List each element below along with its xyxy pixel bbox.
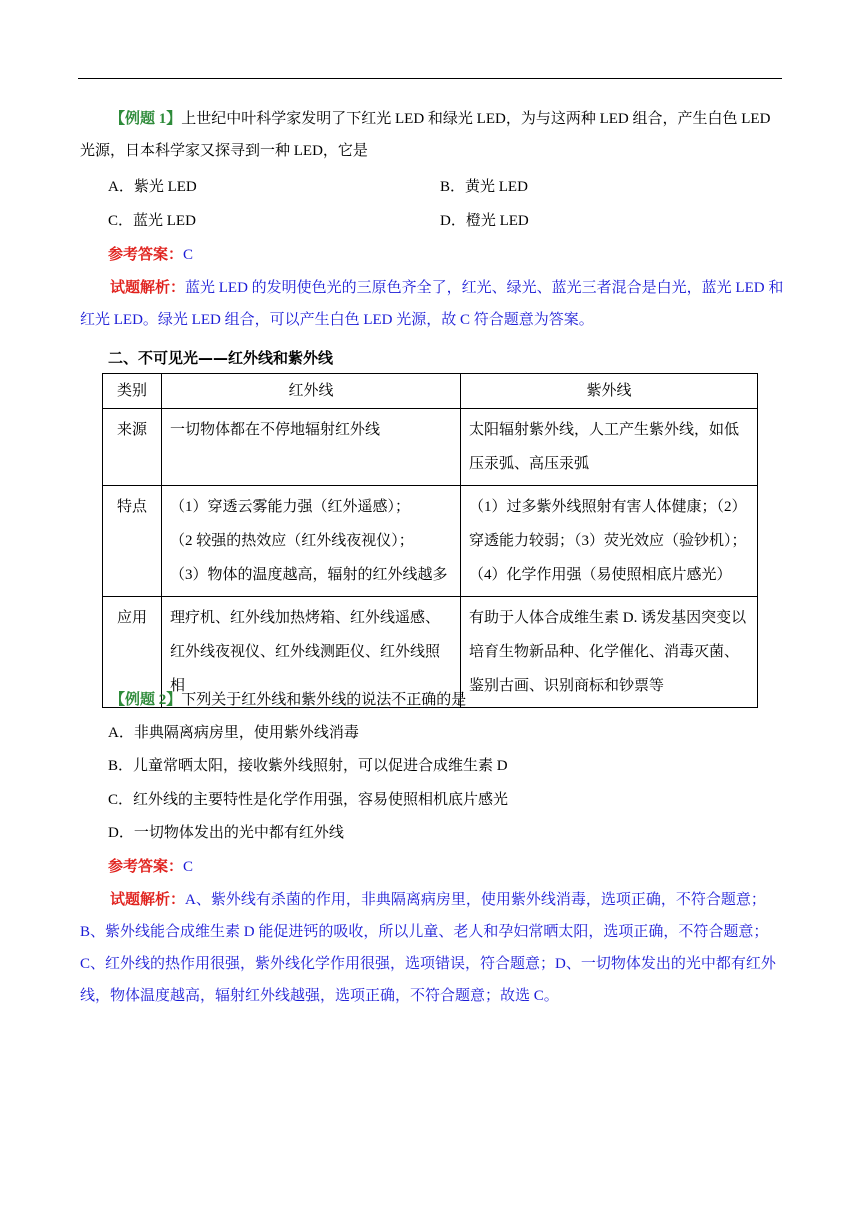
- example1-answer-label: 参考答案：: [108, 247, 184, 263]
- example1-answer-value: C: [183, 247, 194, 263]
- example2-answer: [108, 856, 193, 878]
- example1-option-d: D．橙光 LED: [440, 213, 529, 229]
- header-rule: [78, 78, 782, 79]
- ultraviolet-source-line: 太阳辐射紫外线，人工产生紫外线，如低压汞弧、高压汞弧: [469, 422, 740, 472]
- row-category: 来源: [103, 409, 162, 486]
- example2-answer-value: C: [183, 859, 194, 875]
- infrared-feature-line: （2 较强的热效应（红外线夜视仪）；: [170, 533, 414, 549]
- comparison-table: [102, 373, 758, 708]
- ultraviolet-feature-line: （1）过多紫外线照射有害人体健康；（2）穿透能力较弱；（3）荧光效应（验钞机）；: [469, 499, 747, 549]
- example1-option-c: C．蓝光 LED: [108, 213, 196, 229]
- table-header-row: [103, 374, 758, 409]
- example1-tag: 【例题 1】: [110, 111, 182, 127]
- example1-analysis-label: 试题解析：: [110, 280, 186, 296]
- infrared-feature-line: （1）穿透云雾能力强（红外遥感）；: [170, 499, 411, 515]
- example2-option-a: A．非典隔离病房里，使用紫外线消毒: [108, 725, 359, 741]
- infrared-source-line: 一切物体都在不停地辐射红外线: [170, 422, 381, 438]
- ultraviolet-feature-line: （4）化学作用强（易使照相底片感光）: [469, 567, 732, 583]
- example1-analysis-text: 蓝光 LED 的发明使色光的三原色齐全了，红光、绿光、蓝光三者混合是白光，蓝光 LED 和红光 LED。绿光 LED 组合，可以产生白色 LED 光源，故 C 符合题意为答案。: [80, 280, 784, 328]
- row-category: 特点: [103, 486, 162, 597]
- table-row-features: [103, 486, 758, 597]
- ultraviolet-source: [461, 409, 758, 486]
- example2-answer-label: 参考答案：: [108, 859, 184, 875]
- header-infrared: 红外线: [162, 374, 461, 409]
- example2-analysis: [80, 884, 784, 1012]
- section-heading: 二、不可见光——红外线和紫外线: [108, 349, 334, 367]
- infrared-features: [162, 486, 461, 597]
- infrared-feature-line: （3）物体的温度越高，辐射的红外线越多: [170, 567, 448, 583]
- example2-question: [80, 684, 784, 716]
- infrared-applications-text: 理疗机、红外线加热烤箱、红外线遥感、红外线夜视仪、红外线测距仪、红外线照相: [170, 610, 441, 694]
- header-ultraviolet: 紫外线: [461, 374, 758, 409]
- example2-analysis-label: 试题解析：: [110, 892, 186, 908]
- example1-analysis: [80, 272, 784, 336]
- row-category: 应用: [103, 597, 162, 708]
- header-category: 类别: [103, 374, 162, 409]
- example2-analysis-text: A、紫外线有杀菌的作用，非典隔离病房里，使用紫外线消毒，选项正确，不符合题意；B、紫外线能合成维生素 D 能促进钙的吸收，所以儿童、老人和孕妇常晒太阳，选项正确，不符合题意；C、红外线的热作用很强，紫外线化学作用很强，选项错误，符合题意；D、一切物体发出的光中都有红外线，物体温度越高，辐射红外线越强，选项正确，不符合题意；故选 C。: [80, 892, 776, 1004]
- example1-option-a: A．紫光 LED: [108, 179, 197, 195]
- example2-option-b: B．儿童常晒太阳，接收紫外线照射，可以促进合成维生素 D: [108, 758, 508, 774]
- example1-option-b: B．黄光 LED: [440, 179, 528, 195]
- infrared-source: [162, 409, 461, 486]
- example2-tag: 【例题 2】: [110, 692, 182, 708]
- example2-option-c: C．红外线的主要特性是化学作用强，容易使照相机底片感光: [108, 792, 509, 808]
- ultraviolet-applications-text: 有助于人体合成维生素 D. 诱发基因突变以培育生物新品种、化学催化、消毒灭菌、鉴别古画、识别商标和钞票等: [469, 610, 747, 694]
- example2-question-text: 下列关于红外线和紫外线的说法不正确的是: [181, 692, 467, 708]
- example1-question-text: 上世纪中叶科学家发明了下红光 LED 和绿光 LED，为与这两种 LED 组合，产生白色 LED 光源，日本科学家又探寻到一种 LED，它是: [80, 111, 771, 159]
- example1-answer: [108, 244, 193, 266]
- table-row-source: [103, 409, 758, 486]
- ultraviolet-features: [461, 486, 758, 597]
- example2-option-d: D．一切物体发出的光中都有红外线: [108, 825, 344, 841]
- example1-question: [80, 103, 784, 167]
